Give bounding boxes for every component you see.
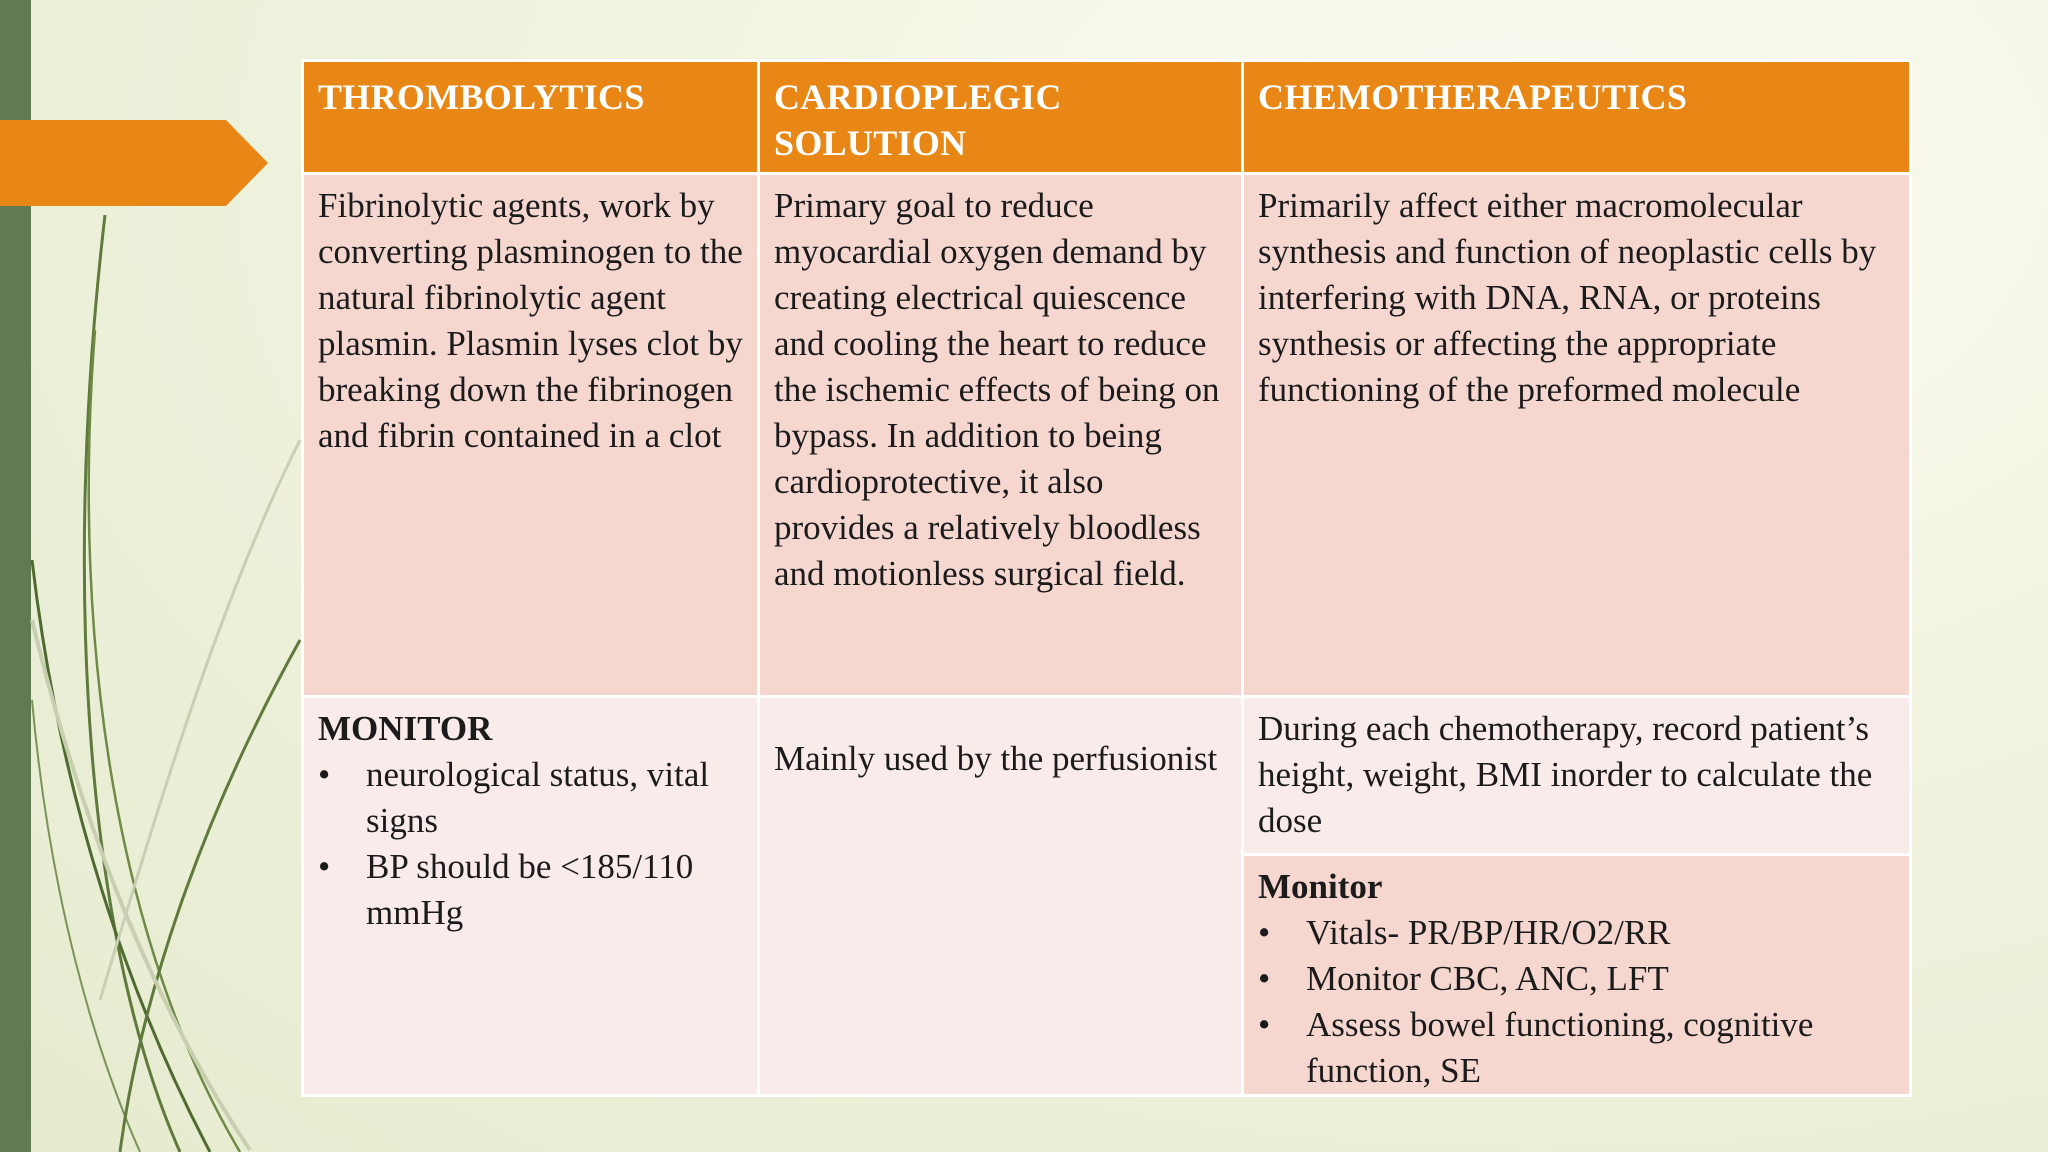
chemotherapeutics-dose-note: During each chemotherapy, record patient’s height, weight, BMI inorder to calculate the dose xyxy=(1243,697,1911,855)
list-item: • BP should be <185/110 mmHg xyxy=(318,844,743,936)
cardioplegic-usage-text: Mainly used by the perfusionist xyxy=(774,739,1218,778)
chemotherapeutics-monitor-list xyxy=(1258,910,1895,1094)
arrow-decoration xyxy=(0,120,268,206)
header-cardioplegic-solution: CARDIOPLEGIC SOLUTION xyxy=(759,61,1243,174)
chemotherapeutics-description: Primarily affect either macromolecular synthesis and function of neoplastic cells by interfering with DNA, RNA, or proteins synthesis or affecting the appropriate functioning of the preformed molecule xyxy=(1243,174,1911,697)
thrombolytics-monitor-cell xyxy=(303,697,759,1096)
chemotherapeutics-monitor-heading: Monitor xyxy=(1258,867,1383,906)
list-item: • Vitals- PR/BP/HR/O2/RR xyxy=(1258,910,1895,956)
thrombolytics-monitor-list xyxy=(318,752,743,936)
list-item: • Monitor CBC, ANC, LFT xyxy=(1258,956,1895,1002)
cardioplegic-description: Primary goal to reduce myocardial oxygen demand by creating electrical quiescence and cooling the heart to reduce the ischemic effects of being on bypass. In addition to being cardioprotective, it also provides a relatively bloodless and motionless surgical field. xyxy=(759,174,1243,697)
list-item: • neurological status, vital signs xyxy=(318,752,743,844)
thrombolytics-description: Fibrinolytic agents, work by converting plasminogen to the natural fibrinolytic agent plasmin. Plasmin lyses clot by breaking down the fibrinogen and fibrin contained in a clot xyxy=(303,174,759,697)
table-row xyxy=(303,697,1911,855)
list-item: • Assess bowel functioning, cognitive function, SE xyxy=(1258,1002,1895,1094)
header-thrombolytics: THROMBOLYTICS xyxy=(303,61,759,174)
header-chemotherapeutics: CHEMOTHERAPEUTICS xyxy=(1243,61,1911,174)
header-row xyxy=(303,61,1911,174)
chemotherapeutics-monitor-cell xyxy=(1243,855,1911,1096)
thrombolytics-monitor-heading: MONITOR xyxy=(318,709,493,748)
cardioplegic-usage-cell xyxy=(759,697,1243,1096)
table-row xyxy=(303,174,1911,697)
comparison-table xyxy=(301,59,1912,1097)
